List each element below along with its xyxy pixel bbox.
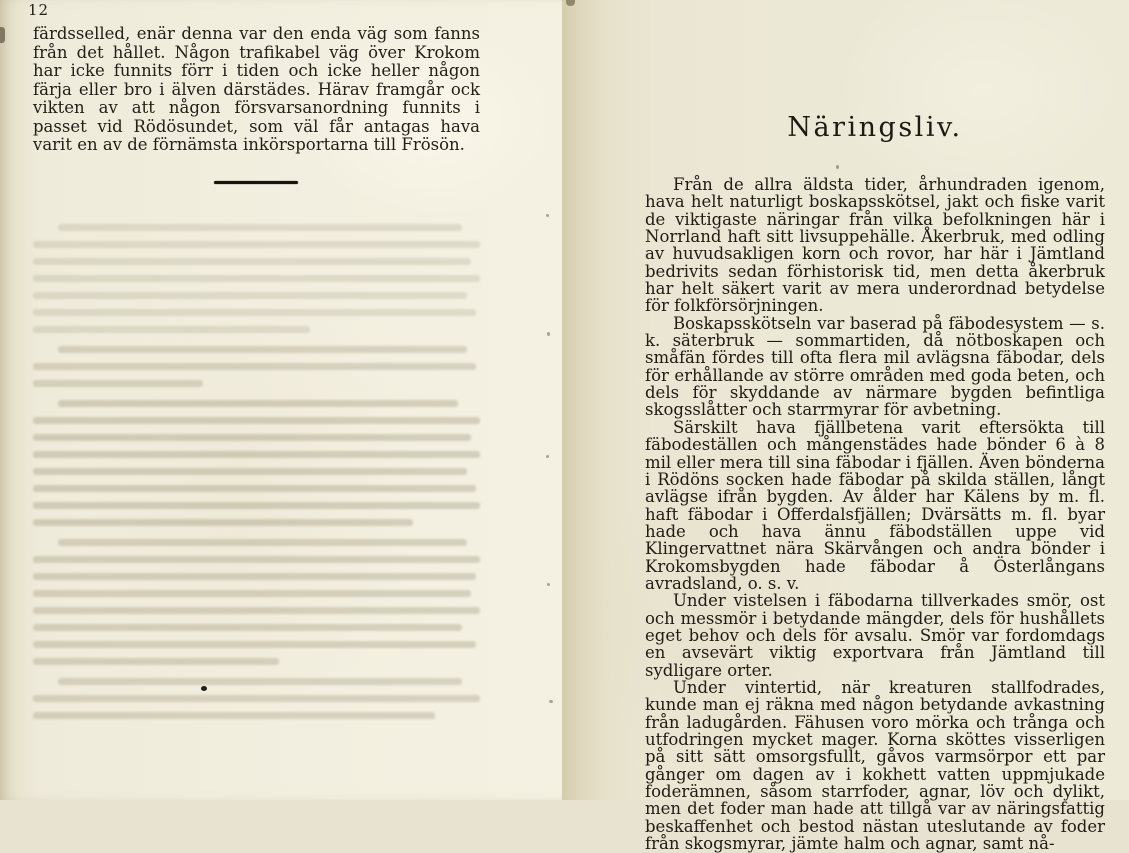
showthrough-area (33, 224, 480, 732)
showthrough-line (58, 400, 458, 407)
showthrough-line (58, 346, 467, 353)
section-divider-rule (214, 181, 298, 184)
left-page-paragraph: färdsselled, enär denna var den enda väg som fanns från det hållet. Någon trafikabel väg över Krokom har icke funnits förr i tiden och icke heller någon färja eller bro i älven därstädes. Härav framgår ock vikten av att någon försvarsanordning funnits i passet vid Rödösundet, som väl får antagas hava varit en av de förnämsta inkörsportarna till Frösön. (33, 24, 480, 154)
showthrough-line (33, 556, 480, 563)
showthrough-line (33, 519, 413, 526)
showthrough-line (33, 590, 471, 597)
body-paragraph: Boskapsskötseln var baserad på fäbodesystem — s. k. säterbruk — sommartiden, då nötboskapen och småfän fördes till ofta flera mil avlägsna fäbodar, dels för erhållande av större områden med goda beten, och dels för skyddande av närmare bygden befintliga skogsslåtter och starrmyrar för avbetning. (645, 313, 1105, 420)
body-paragraph: Under vistelsen i fäbodarna tillverkades smör, ost och messmör i betydande mängder, dels för hushållets eget behov och dels för avsalu. Smör var fordomdags en avsevärt viktig exportvara från Jämtland till sydligare orter. (645, 591, 1105, 680)
right-page (562, 0, 1129, 853)
showthrough-line (33, 658, 279, 665)
showthrough-line (33, 326, 310, 333)
body-paragraph: Under vintertid, när kreaturen stallfodrades, kunde man ej räkna med någon betydande avkastning från ladugården. Fähusen voro mörka och trånga och utfodringen mycket mager. Korna sköttes visserligen på sitt sätt omsorgsfullt, gåvos varmsörpor ett par gånger om dagen av i kokhett vatten uppmjukade foderämnen, såsom starrfoder, agnar, löv och dylikt, men det foder man hade att tillgå var av näringsfattig beskaffenhet och bestod nästan uteslutande av foder från skogsmyrar, jämte halm och agnar, samt nå- (645, 677, 1105, 853)
showthrough-line (33, 363, 476, 370)
showthrough-line (33, 434, 471, 441)
gutter-speck (547, 583, 550, 586)
body-paragraph: Från de allra äldsta tider, århundraden igenom, hava helt naturligt boskapsskötsel, jakt och fiske varit de viktigaste näringar från vilka befolkningen här i Norrland haft sitt livsuppehälle. Åkerbruk, med odling av huvudsakligen korn och rovor, har här i Jämtland bedrivits sedan förhistorisk tid, men detta åkerbruk har helt säkert varit av mera underordnad betydelse för folkförsörjningen. (645, 175, 1105, 316)
showthrough-paragraph (33, 224, 480, 333)
showthrough-paragraph (33, 539, 480, 665)
showthrough-line (33, 607, 480, 614)
showthrough-line (33, 241, 480, 248)
showthrough-line (33, 641, 476, 648)
showthrough-line (33, 502, 480, 509)
ink-speck (836, 165, 839, 169)
showthrough-line (33, 468, 467, 475)
ink-speck (201, 686, 207, 691)
gutter-speck (549, 700, 553, 703)
showthrough-line (33, 485, 476, 492)
showthrough-line (33, 712, 435, 719)
gutter-speck (546, 214, 549, 217)
right-page-body (645, 176, 1105, 852)
showthrough-line (33, 380, 203, 387)
showthrough-line (33, 573, 476, 580)
showthrough-paragraph (33, 346, 480, 387)
showthrough-line (58, 678, 462, 685)
page-number: 12 (28, 1, 50, 19)
showthrough-line (58, 539, 467, 546)
chapter-heading: Näringsliv. (787, 112, 963, 143)
showthrough-line (33, 309, 476, 316)
showthrough-paragraph (33, 400, 480, 526)
showthrough-line (33, 258, 471, 265)
showthrough-paragraph (33, 678, 480, 719)
showthrough-line (33, 292, 467, 299)
showthrough-line (33, 275, 480, 282)
gutter-speck (547, 332, 550, 336)
gutter-speck (546, 455, 549, 458)
page-edge-mark (0, 27, 5, 43)
showthrough-line (33, 417, 480, 424)
showthrough-line (33, 624, 462, 631)
left-page (0, 0, 562, 800)
body-paragraph: Särskilt hava fjällbetena varit eftersökta till fäbodeställen och mångenstädes hade bönder 6 à 8 mil eller mera till sina fäbodar i fjällen. Även bönderna i Rödöns socken hade fäbodar på skilda ställen, långt avlägse ifrån bygden. Av ålder har Kälens by m. fl. haft fäbodar i Offerdalsfjällen; Dvärsätts m. fl. byar hade och hava ännu fäbodställen uppe vid Klingervattnet nära Skärvången och andra bönder i Krokomsbygden hade fäbodar å Österlångans avradsland, o. s. v. (645, 417, 1105, 593)
showthrough-line (58, 224, 462, 231)
showthrough-line (33, 695, 480, 702)
showthrough-line (33, 451, 480, 458)
